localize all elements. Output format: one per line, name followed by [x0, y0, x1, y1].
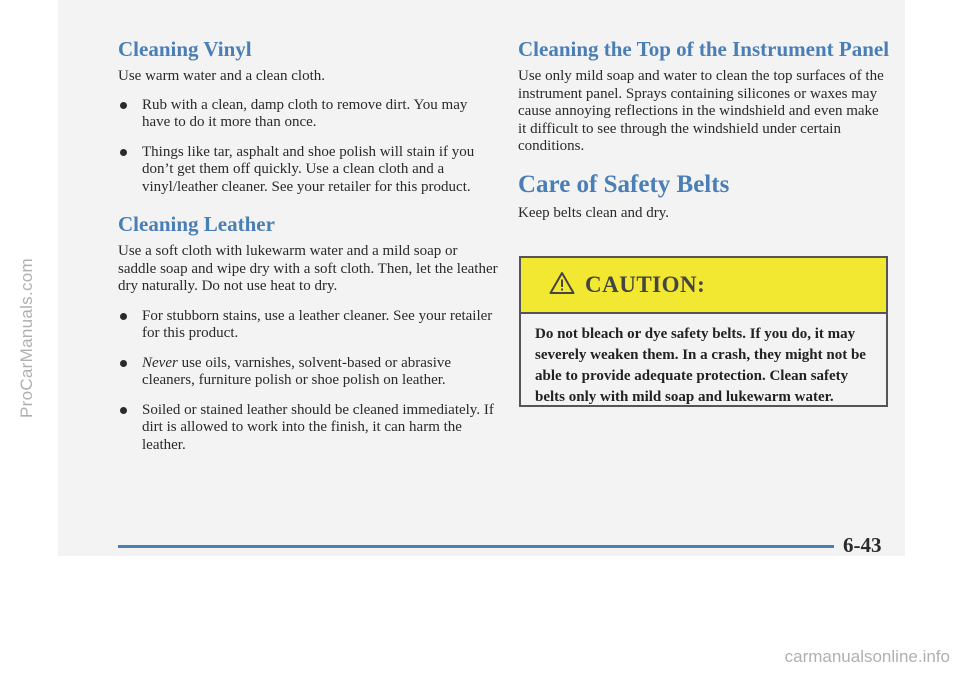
bullet-icon	[120, 149, 127, 156]
leather-list	[118, 308, 498, 455]
leather-heading: Cleaning Leather	[118, 212, 275, 236]
bullet-icon	[120, 407, 127, 414]
list-item	[118, 308, 498, 343]
list-item	[118, 402, 498, 455]
caution-text: Do not bleach or dye safety belts. If you do, it may severely weaken them. In a crash, they might not be able to provide adequate protection. Clean safety belts only with mild soap and lukewarm water.	[535, 326, 866, 405]
instrument-panel-text: Use only mild soap and water to clean the top surfaces of the instrument panel. Sprays containing silicones or waxes may cause annoying reflections in the windshield and even make it difficult to see through the windshield under certain conditions.	[518, 68, 884, 154]
caution-title: CAUTION:	[585, 272, 706, 297]
bullet-icon	[120, 102, 127, 109]
safety-belts-heading: Care of Safety Belts	[518, 170, 730, 198]
list-item-text: Soiled or stained leather should be cleaned immediately. If dirt is allowed to work into the finish, it can harm the leather.	[142, 401, 494, 453]
vinyl-list	[118, 97, 498, 197]
list-item-text: use oils, varnishes, solvent-based or abrasive cleaners, furniture polish or shoe polish on leather.	[142, 354, 452, 388]
instrument-panel-heading: Cleaning the Top of the Instrument Panel	[518, 37, 890, 61]
bullet-icon	[120, 360, 127, 367]
warning-triangle-icon	[549, 271, 575, 300]
vinyl-heading: Cleaning Vinyl	[118, 37, 252, 61]
left-column	[118, 36, 498, 454]
list-item-text: Rub with a clean, damp cloth to remove dirt. You may have to do it more than once.	[142, 96, 468, 130]
side-watermark	[12, 0, 42, 675]
list-item	[118, 355, 498, 390]
list-item-text: For stubborn stains, use a leather cleaner. See your retailer for this product.	[142, 307, 493, 341]
emphasis-text: Never	[142, 354, 178, 371]
list-item-text: Things like tar, asphalt and shoe polish will stain if you don’t get them off quickly. Use a clean cloth and a vinyl/leather cleaner. See your retailer for this product.	[142, 143, 475, 195]
bullet-icon	[120, 313, 127, 320]
caution-header	[521, 258, 886, 314]
safety-belts-text: Keep belts clean and dry.	[518, 204, 670, 221]
list-item	[118, 144, 498, 197]
list-item	[118, 97, 498, 132]
bottom-watermark: carmanualsonline.info	[784, 647, 950, 666]
page-number: 6-43	[843, 533, 882, 557]
leather-intro: Use a soft cloth with lukewarm water and a mild soap or saddle soap and wipe dry with a soft cloth. Then, let the leather dry naturally. Do not use heat to dry.	[118, 243, 498, 294]
vinyl-intro: Use warm water and a clean cloth.	[118, 68, 325, 84]
caution-box	[519, 256, 888, 407]
right-column	[518, 36, 890, 222]
side-watermark-text: ProCarManuals.com	[17, 257, 37, 418]
footer-rule	[118, 545, 834, 548]
